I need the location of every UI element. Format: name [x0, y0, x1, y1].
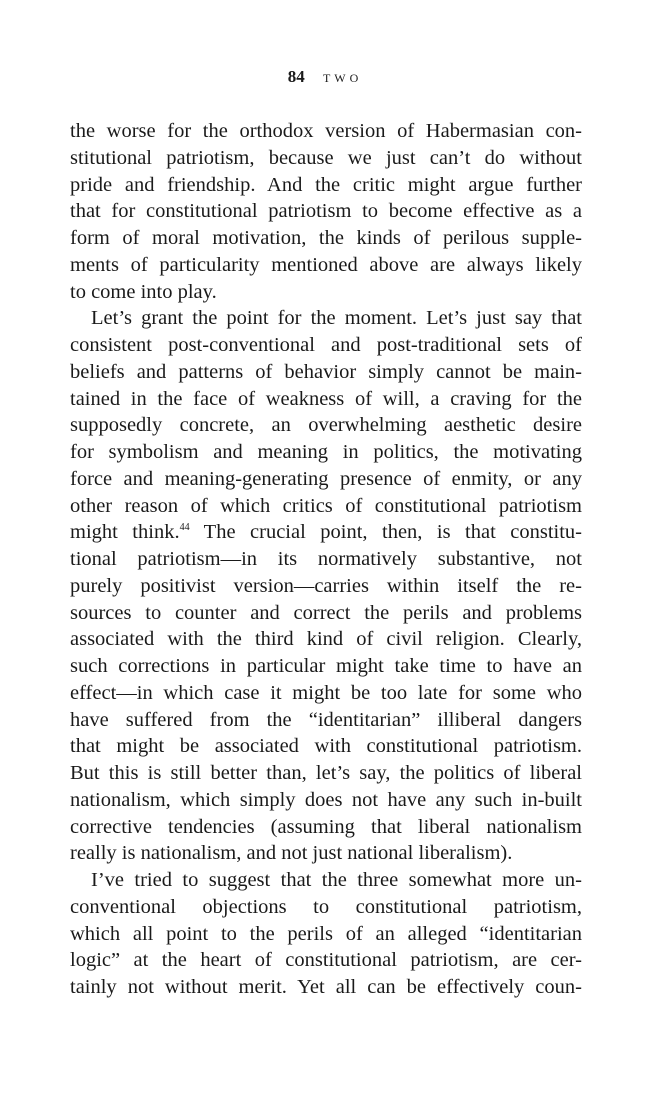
text-line: corrective tendencies (assuming that liberal nationalism — [70, 815, 582, 838]
paragraph — [70, 867, 582, 1001]
text-line: sources to counter and correct the perils and problems — [70, 601, 582, 624]
text-line: tained in the face of weakness of will, a craving for the — [70, 387, 582, 410]
text-line: But this is still better than, let’s say, the politics of liberal — [70, 762, 582, 784]
paragraph — [70, 118, 582, 305]
text-line: other reason of which critics of constitutional patriotism — [70, 494, 582, 517]
text-line: for symbolism and meaning in politics, the motivating — [70, 441, 582, 463]
text-line-with-footnote — [70, 519, 582, 546]
text-line: the worse for the orthodox version of Habermasian con- — [70, 120, 582, 142]
footnote-marker[interactable]: 44 — [179, 522, 190, 534]
text-line: stitutional patriotism, because we just can’t do without — [70, 146, 582, 169]
text-segment: might think. — [70, 521, 180, 544]
text-line: tainly not without merit. Yet all can be effectively coun- — [70, 976, 582, 998]
text-line: effect—in which case it might be too late for some who — [70, 681, 582, 704]
text-line: pride and friendship. And the critic might argue further — [70, 173, 582, 196]
running-head — [0, 66, 650, 89]
text-line: consistent post-conventional and post-traditional sets of — [70, 334, 582, 356]
text-line: that for constitutional patriotism to become effective as a — [70, 200, 582, 223]
text-line: associated with the third kind of civil religion. Clearly, — [70, 628, 582, 651]
text-line: force and meaning-generating presence of enmity, or any — [70, 467, 582, 490]
text-line: beliefs and patterns of behavior simply cannot be main- — [70, 360, 582, 383]
text-line: ments of particularity mentioned above are always likely — [70, 253, 582, 276]
chapter-label: TWO — [322, 71, 363, 85]
text-line: supposedly concrete, an overwhelming aesthetic desire — [70, 414, 582, 437]
text-line: logic” at the heart of constitutional patriotism, are cer- — [70, 949, 582, 972]
text-line: that might be associated with constitutional patriotism. — [70, 735, 582, 758]
text-line: form of moral motivation, the kinds of perilous supple- — [70, 227, 582, 249]
text-segment: The crucial point, then, is that constitu- — [189, 521, 582, 544]
text-line: purely positivist version—carries within itself the re- — [70, 574, 582, 597]
text-line: conventional objections to constitutional patriotism, — [70, 895, 582, 918]
text-line: nationalism, which simply does not have any such in-built — [70, 788, 582, 811]
text-line: Let’s grant the point for the moment. Let’s just say that — [91, 307, 582, 330]
page-number: 84 — [287, 67, 305, 86]
text-line: which all point to the perils of an alleged “identitarian — [70, 922, 582, 945]
text-line: to come into play. — [70, 280, 217, 303]
paragraph — [70, 305, 582, 867]
text-line: tional patriotism—in its normatively substantive, not — [70, 548, 582, 570]
text-line: I’ve tried to suggest that the three somewhat more un- — [91, 869, 582, 891]
text-line: have suffered from the “identitarian” illiberal dangers — [70, 708, 582, 731]
body-text — [70, 118, 582, 1001]
text-line: such corrections in particular might take time to have an — [70, 655, 582, 677]
text-line: really is nationalism, and not just national liberalism). — [70, 842, 513, 865]
